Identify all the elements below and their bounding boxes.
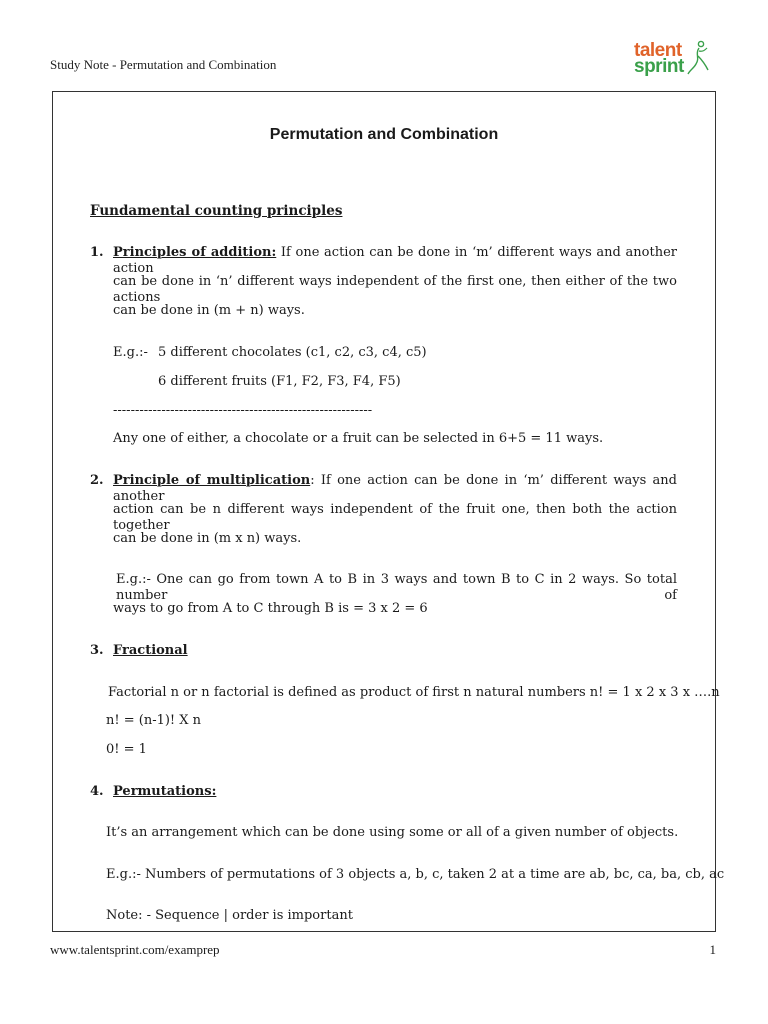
item-3-line-1: Factorial n or n factorial is defined as product of first n natural numbers n! = 1 x 2 x 3 x ….n xyxy=(108,685,720,700)
item-1-line-3: can be done in (m + n) ways. xyxy=(113,303,305,318)
item-3-heading: Fractional xyxy=(113,643,188,658)
header-title: Study Note - Permutation and Combination xyxy=(50,57,277,72)
item-2-line-3: can be done in (m x n) ways. xyxy=(113,531,302,546)
item-2-line-1-text: : If one action can be done in ‘m’ different ways and another xyxy=(113,473,677,504)
talentsprint-logo xyxy=(634,40,714,80)
item-4-line-3: Note: - Sequence | order is important xyxy=(106,908,353,923)
item-1-line-2: can be done in ‘n’ different ways independent of the first one, then either of the two actions xyxy=(113,274,677,305)
item-1-example-line-1: 5 different chocolates (c1, c2, c3, c4, c5) xyxy=(158,345,427,360)
runner-icon xyxy=(686,40,710,78)
item-4-heading: Permutations: xyxy=(113,784,217,799)
item-2-number: 2. xyxy=(90,473,104,488)
item-1-example-line-2: 6 different fruits (F1, F2, F3, F4, F5) xyxy=(158,374,401,389)
item-1-line-1 xyxy=(113,245,677,277)
item-1-divider: ----------------------------------------------------------- xyxy=(113,403,373,418)
page-number: 1 xyxy=(709,942,716,957)
item-1-number: 1. xyxy=(90,245,104,260)
item-1-example-prefix: E.g.:- xyxy=(113,345,148,360)
item-1-line-1-text: If one action can be done in ‘m’ different ways and another action xyxy=(113,245,677,276)
item-4-line-2: E.g.:- Numbers of permutations of 3 objects a, b, c, taken 2 at a time are ab, bc, ca, ba, cb, ac xyxy=(106,867,725,882)
item-2-heading: Principle of multiplication xyxy=(113,473,311,488)
item-4-line-1: It’s an arrangement which can be done using some or all of a given number of objects. xyxy=(106,825,679,840)
logo-text-sprint: sprint xyxy=(634,56,684,77)
item-1-heading: Principles of addition: xyxy=(113,245,277,260)
item-3-line-2: n! = (n-1)! X n xyxy=(106,713,202,728)
footer-url[interactable]: www.talentsprint.com/examprep xyxy=(50,942,220,957)
page-title: Permutation and Combination xyxy=(269,126,499,143)
item-2-example-line-1: E.g.:- One can go from town A to B in 3 ways and town B to C in 2 ways. So total number of xyxy=(116,572,677,603)
item-1-result: Any one of either, a chocolate or a fruit can be selected in 6+5 = 11 ways. xyxy=(113,431,604,446)
logo-text-talent: talent xyxy=(634,40,682,61)
item-3-line-3: 0! = 1 xyxy=(106,742,147,757)
item-4-number: 4. xyxy=(90,784,104,799)
item-3-number: 3. xyxy=(90,643,104,658)
section-heading: Fundamental counting principles xyxy=(90,203,343,219)
item-2-line-1 xyxy=(113,473,677,505)
item-2-line-2: action can be n different ways independent of the fruit one, then both the action together xyxy=(113,502,677,533)
item-2-example-line-2: ways to go from A to C through B is = 3 x 2 = 6 xyxy=(113,601,428,616)
